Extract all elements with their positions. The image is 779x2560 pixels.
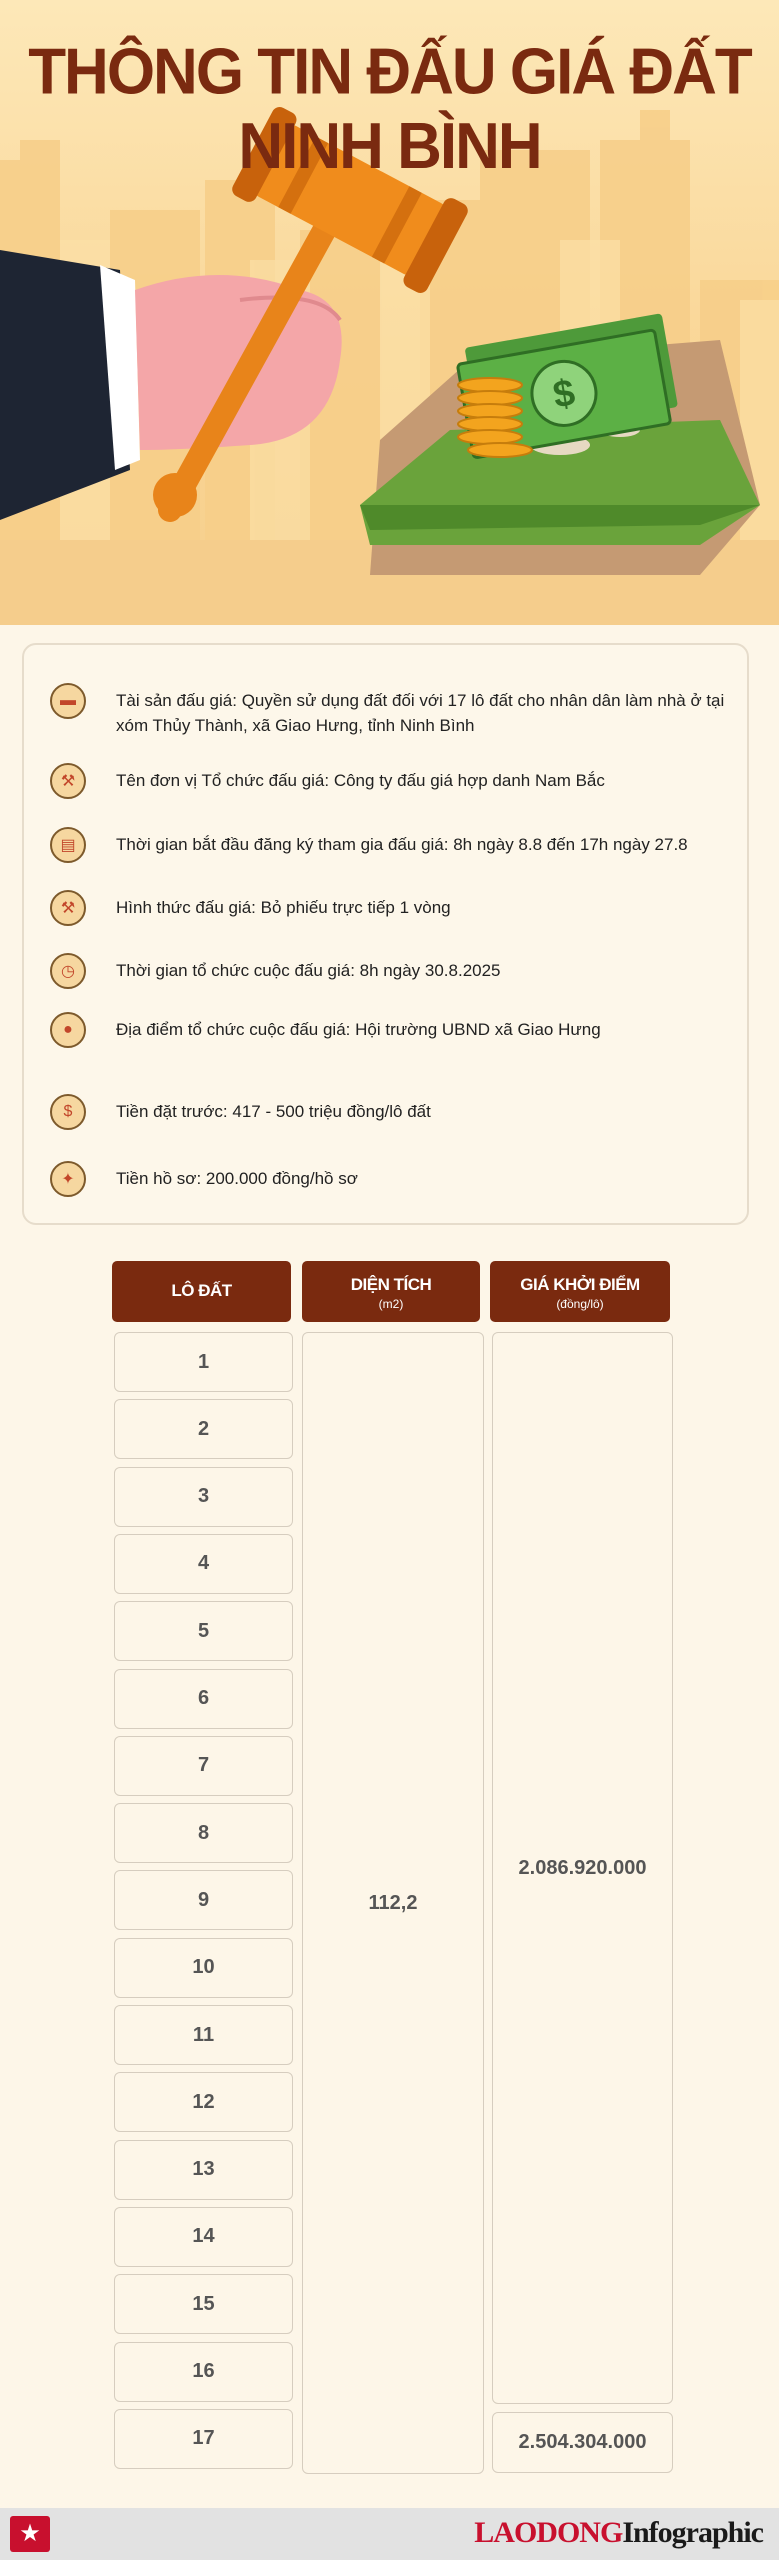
table-header-price xyxy=(490,1261,670,1322)
brand-black: Infographic xyxy=(622,2516,763,2549)
info-item-asset xyxy=(50,683,730,738)
info-text: Thời gian tổ chức cuộc đấu giá: 8h ngày 30.8.2025 xyxy=(116,961,501,980)
clock-icon: ◷ xyxy=(50,953,86,989)
table-header-area xyxy=(302,1261,480,1322)
header-label: DIỆN TÍCH xyxy=(350,1275,432,1294)
info-item-location xyxy=(50,1012,730,1048)
lot-cell: 8 xyxy=(114,1803,293,1863)
brand-red: LAODONG xyxy=(474,2516,623,2549)
lot-cell: 5 xyxy=(114,1601,293,1661)
star-logo-icon: ★ xyxy=(10,2516,50,2552)
area-cell: 112,2 xyxy=(302,1332,484,2474)
location-pin-icon: ● xyxy=(50,1012,86,1048)
header-label: LÔ ĐẤT xyxy=(171,1281,232,1300)
lot-cell: 6 xyxy=(114,1669,293,1729)
info-item-deposit xyxy=(50,1094,730,1130)
table-header-lot xyxy=(112,1261,291,1322)
lot-cell: 9 xyxy=(114,1870,293,1930)
lot-cell: 10 xyxy=(114,1938,293,1998)
info-text: Tiền hồ sơ: 200.000 đồng/hồ sơ xyxy=(116,1169,358,1188)
lot-cell: 3 xyxy=(114,1467,293,1527)
price-cell-lot-17: 2.504.304.000 xyxy=(492,2412,673,2473)
lot-cell: 16 xyxy=(114,2342,293,2402)
lot-cell: 7 xyxy=(114,1736,293,1796)
info-text: Hình thức đấu giá: Bỏ phiếu trực tiếp 1 vòng xyxy=(116,898,451,917)
header-label: GIÁ KHỞI ĐIỂM xyxy=(520,1275,640,1294)
page-title: THÔNG TIN ĐẤU GIÁ ĐẤT NINH BÌNH xyxy=(28,35,751,183)
gavel-icon: ⚒ xyxy=(50,890,86,926)
lot-cell: 17 xyxy=(114,2409,293,2469)
footer xyxy=(0,2508,779,2560)
header-unit: (đồng/lô) xyxy=(556,1297,604,1311)
money-icon: $ xyxy=(50,1094,86,1130)
info-text: Thời gian bắt đầu đăng ký tham gia đấu giá: 8h ngày 8.8 đến 17h ngày 27.8 xyxy=(116,835,688,854)
lot-cell: 4 xyxy=(114,1534,293,1594)
lot-cell: 2 xyxy=(114,1399,293,1459)
info-text: Tài sản đấu giá: Quyền sử dụng đất đối với 17 lô đất cho nhân dân làm nhà ở tại xóm Thủy Thành, xã Giao Hưng, tỉnh Ninh Bình xyxy=(116,691,725,735)
info-item-organizer xyxy=(50,763,730,799)
land-parcel-icon: ▬ xyxy=(50,683,86,719)
footer-brand xyxy=(474,2516,763,2550)
lot-cell: 13 xyxy=(114,2140,293,2200)
info-item-registration-time xyxy=(50,827,730,863)
lot-cell: 1 xyxy=(114,1332,293,1392)
info-item-dossier-fee xyxy=(50,1161,730,1197)
auction-info-box xyxy=(22,643,749,1225)
info-item-auction-form xyxy=(50,890,730,926)
lot-cell: 15 xyxy=(114,2274,293,2334)
header-unit: (m2) xyxy=(378,1297,404,1311)
price-cell-lots-1-16: 2.086.920.000 xyxy=(492,1332,673,2404)
info-item-auction-time xyxy=(50,953,730,989)
lot-cell: 14 xyxy=(114,2207,293,2267)
document-icon: ▤ xyxy=(50,827,86,863)
lot-cell: 11 xyxy=(114,2005,293,2065)
lot-cell: 12 xyxy=(114,2072,293,2132)
hero-illustration xyxy=(0,0,779,625)
payment-icon: ✦ xyxy=(50,1161,86,1197)
info-text: Tên đơn vị Tổ chức đấu giá: Công ty đấu giá hợp danh Nam Bắc xyxy=(116,771,605,790)
info-text: Địa điểm tổ chức cuộc đấu giá: Hội trường UBND xã Giao Hưng xyxy=(116,1020,601,1039)
svg-text:$: $ xyxy=(550,371,579,417)
gavel-icon: ⚒ xyxy=(50,763,86,799)
info-text: Tiền đặt trước: 417 - 500 triệu đồng/lô đất xyxy=(116,1102,431,1121)
